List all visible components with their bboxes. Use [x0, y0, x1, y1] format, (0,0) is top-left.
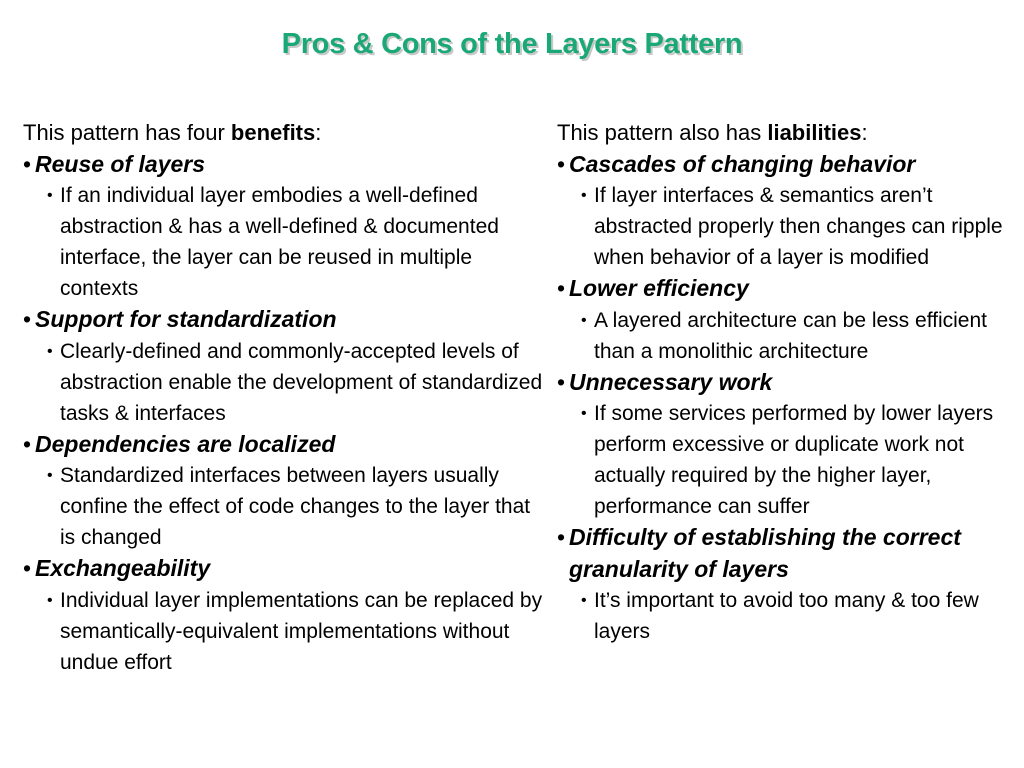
- bullet-icon: •: [557, 275, 566, 301]
- bullet-icon: •: [47, 591, 53, 609]
- liability-heading-granularity: [557, 522, 1019, 585]
- liabilities-intro-keyword: liabilities: [767, 120, 862, 145]
- liability-detail-granularity: [581, 585, 1019, 647]
- benefit-heading-reuse: [23, 149, 548, 181]
- benefits-intro-suffix: :: [315, 120, 322, 145]
- benefit-heading-standardization: [23, 304, 548, 336]
- bullet-icon: •: [581, 592, 587, 609]
- bullet-icon: •: [47, 342, 53, 360]
- benefit-detail-dependencies: [47, 460, 548, 553]
- benefit-detail-standardization: [47, 336, 548, 429]
- liability-detail-efficiency: [581, 305, 1019, 367]
- bullet-icon: •: [47, 187, 53, 204]
- liability-detail-text: A layered architecture can be less efficient than a monolithic architecture: [594, 308, 988, 363]
- benefits-intro: [23, 117, 548, 149]
- bullet-icon: •: [23, 306, 32, 332]
- slide-title: Pros & Cons of the Layers Pattern: [281, 28, 743, 60]
- liability-detail-cascades: [581, 180, 1019, 273]
- liability-detail-text: If layer interfaces & semantics aren’t abstracted properly then changes can ripple when behavior of a layer is modified: [594, 184, 1003, 269]
- benefits-column: [23, 117, 548, 678]
- bullet-icon: •: [557, 368, 566, 395]
- bullet-icon: •: [47, 467, 53, 484]
- bullet-icon: •: [557, 524, 566, 550]
- liability-heading-cascades: [557, 149, 1019, 181]
- liability-detail-text: It’s important to avoid too many & too few layers: [594, 589, 979, 643]
- bullet-icon: •: [23, 430, 32, 457]
- liabilities-intro-suffix: :: [861, 120, 868, 145]
- benefit-heading-dependencies: [23, 429, 548, 461]
- benefit-heading-text: Support for standardization: [35, 306, 337, 332]
- benefits-intro-keyword: benefits: [230, 120, 316, 145]
- benefit-detail-text: Standardized interfaces between layers usually confine the effect of code changes to the layer that is changed: [60, 464, 531, 549]
- liability-detail-text: If some services performed by lower layers perform excessive or duplicate work not actually required by the higher layer, performance can suffer: [594, 402, 994, 518]
- benefit-detail-text: If an individual layer embodies a well-defined abstraction & has a well-defined & documented interface, the layer can be reused in multiple contexts: [60, 184, 499, 300]
- liabilities-intro: [557, 117, 1019, 149]
- bullet-icon: •: [23, 555, 32, 581]
- benefit-heading-exchangeability: [23, 553, 548, 585]
- benefit-detail-exchangeability: [47, 585, 548, 678]
- liability-heading-text: Lower efficiency: [569, 275, 749, 301]
- benefit-detail-text: Individual layer implementations can be replaced by semantically-equivalent implementations without undue effort: [60, 588, 543, 674]
- liability-heading-text: Cascades of changing behavior: [569, 150, 916, 177]
- bullet-icon: •: [23, 150, 32, 177]
- benefit-heading-text: Exchangeability: [35, 555, 211, 581]
- benefits-intro-prefix: This pattern has four: [23, 120, 231, 145]
- liability-heading-text: Difficulty of establishing the correct granularity of layers: [569, 524, 961, 582]
- bullet-icon: •: [581, 311, 587, 329]
- benefit-heading-text: Reuse of layers: [35, 150, 206, 177]
- benefit-detail-reuse: [47, 180, 548, 304]
- liabilities-intro-prefix: This pattern also has: [557, 120, 768, 145]
- liability-heading-unnecessary-work: [557, 367, 1019, 399]
- benefit-heading-text: Dependencies are localized: [35, 430, 336, 457]
- bullet-icon: •: [581, 187, 587, 204]
- liability-heading-efficiency: [557, 273, 1019, 305]
- benefit-detail-text: Clearly-defined and commonly-accepted levels of abstraction enable the development of standardized tasks & interfaces: [60, 339, 543, 425]
- liabilities-column: [557, 117, 1019, 647]
- bullet-icon: •: [557, 150, 566, 177]
- liability-heading-text: Unnecessary work: [569, 368, 773, 395]
- bullet-icon: •: [581, 405, 587, 422]
- liability-detail-unnecessary-work: [581, 398, 1019, 522]
